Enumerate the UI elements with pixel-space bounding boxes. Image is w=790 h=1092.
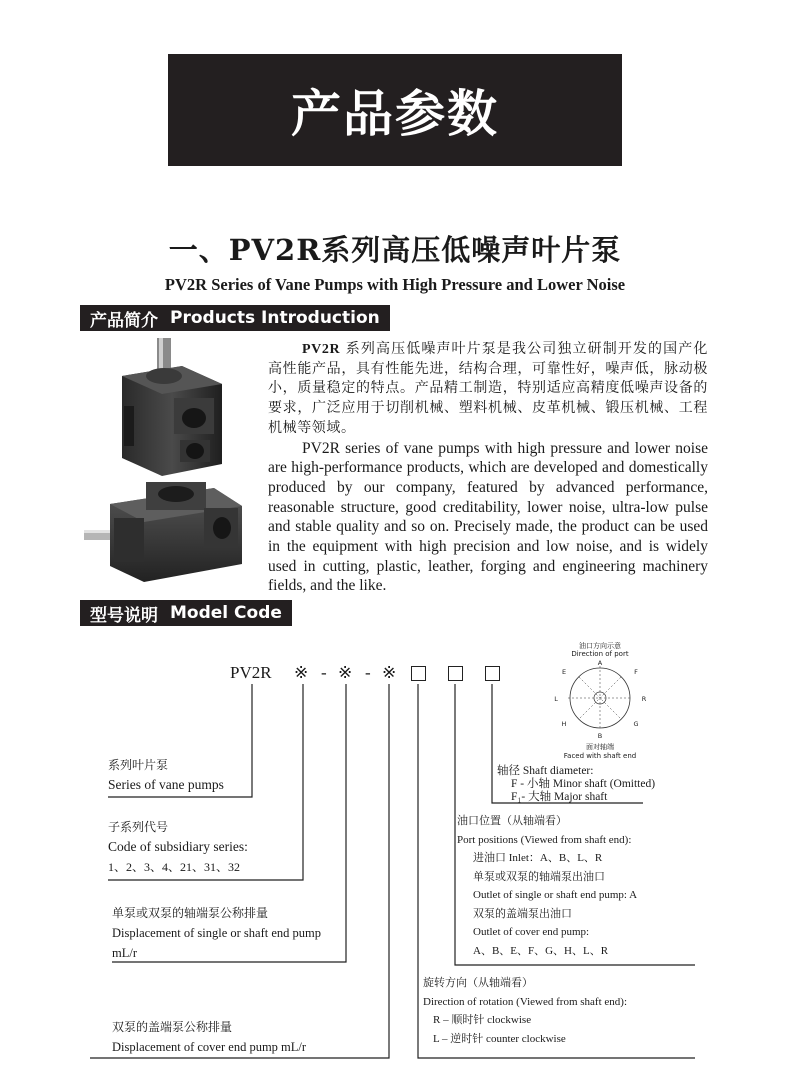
label-cover-displacement [112,1017,306,1057]
label-disp-unit: mL/r [112,946,137,960]
port-letter-h: H [561,720,567,728]
model-code-prefix: PV2R [230,663,272,682]
label-rot-r: R – 顺时针 clockwise [433,1014,532,1026]
label-subsidiary [108,817,248,877]
section-model-label-en: Model Code [170,603,282,623]
label-shaft-f1: F₁- 大轴 Major shaft [511,791,608,803]
label-shaft [497,765,655,804]
label-disp-cn: 单泵或双泵的轴端泵公称排量 [112,906,269,920]
model-code-mark-1: ※ [294,663,309,682]
label-disp-en: Displacement of single or shaft end pump [112,926,321,940]
model-code-dash-2: - [365,663,371,682]
label-sub-cn: 子系列代号 [108,820,169,834]
model-code-dash-1: - [321,663,327,682]
label-sub-en: Code of subsidiary series: [108,839,248,854]
label-rot-l: L – 逆时针 counter clockwise [433,1032,566,1045]
label-cover-en: Displacement of cover end pump mL/r [112,1040,307,1054]
label-series-en: Series of vane pumps [108,777,224,792]
label-rotation [423,974,627,1048]
label-sub-values: 1、2、3、4、21、31、32 [108,860,241,874]
section-intro-label-en: Products Introduction [170,308,380,328]
label-port-en: Port positions (Viewed from shaft end): [457,833,632,846]
product-title-cn: 一、PV2R系列高压低噪声叶片泵 [168,233,622,267]
label-series-cn: 系列叶片泵 [108,758,169,772]
port-letter-b: B [597,732,603,740]
intro-paragraph-en: PV2R series of vane pumps with high pressure and lower noise are high-performance products, which are developed and domestically produced by our company, featured by advanced performance, reasonable structure, good creditability, lower noise, ultra-low pulse and stable quality and so on. Precisely made, the product can be used in the equipment with high precision and low noise, and is widely used in cutting, plastic, leather, forging and engineering machinery fields, and the like. [268,439,708,595]
section-model-label-cn: 型号说明 [90,605,158,626]
port-letter-g: G [633,720,639,728]
port-letter-a: A [597,659,603,667]
port-letter-r: R [641,695,647,703]
label-outlet-cover-cn: 双泵的盖端泵出油口 [473,907,572,920]
section-intro-label-cn: 产品简介 [90,310,158,331]
port-direction-diagram [548,658,652,742]
label-outlet-cover-values: A、B、E、F、G、H、L、R [473,944,609,957]
label-outlet-single-en: Outlet of single or shaft end pump: A [473,889,638,901]
port-diagram-footer-en: Faced with shaft end [563,752,637,760]
port-letter-f: F [634,668,638,676]
port-diagram-title-cn: 油口方向示意 [579,642,621,650]
banner-title: 产品参数 [291,85,499,143]
intro-text-cn: 系列高压低噪声叶片泵是我公司独立研制开发的国产化高性能产品，具有性能先进，结构合理，可靠性好，噪声低，脉动极小，质量稳定的特点。产品精工制造，特别适应高精度低噪声设备的要求，广泛应用于切削机械、塑料机械、皮革机械、锻压机械、工程机械等领域。 [268,341,708,436]
label-inlet: 进油口 Inlet：A、B、L、R [473,852,603,864]
label-rot-cn: 旋转方向（从轴端看） [423,977,533,989]
product-title-en: PV2R Series of Vane Pumps with High Pressure and Lower Noise [164,275,626,294]
model-code-mark-2: ※ [338,663,353,682]
label-shaft-f: F - 小轴 Minor shaft (Omitted) [511,778,656,790]
label-displacement [112,903,321,963]
label-port-cn: 油口位置（从轴端看） [457,815,567,827]
label-series [108,755,224,795]
port-diagram-footer-cn: 面对轴端 [586,743,614,751]
label-outlet-single-cn: 单泵或双泵的轴端泵出油口 [473,870,605,883]
label-cover-cn: 双泵的盖端泵公称排量 [112,1020,233,1034]
port-letter-l: L [554,695,558,703]
model-code-mark-3: ※ [382,663,397,682]
label-rot-en: Direction of rotation (Viewed from shaft end): [423,995,627,1008]
port-diagram-title-en: Direction of port [571,650,629,658]
label-port-positions [457,812,637,960]
intro-lead-model: PV2R [302,342,341,357]
port-letter-e: E [561,668,567,676]
label-outlet-cover-en: Outlet of cover end pump: [473,926,590,938]
label-shaft-title: 轴径 Shaft diameter: [497,765,594,777]
